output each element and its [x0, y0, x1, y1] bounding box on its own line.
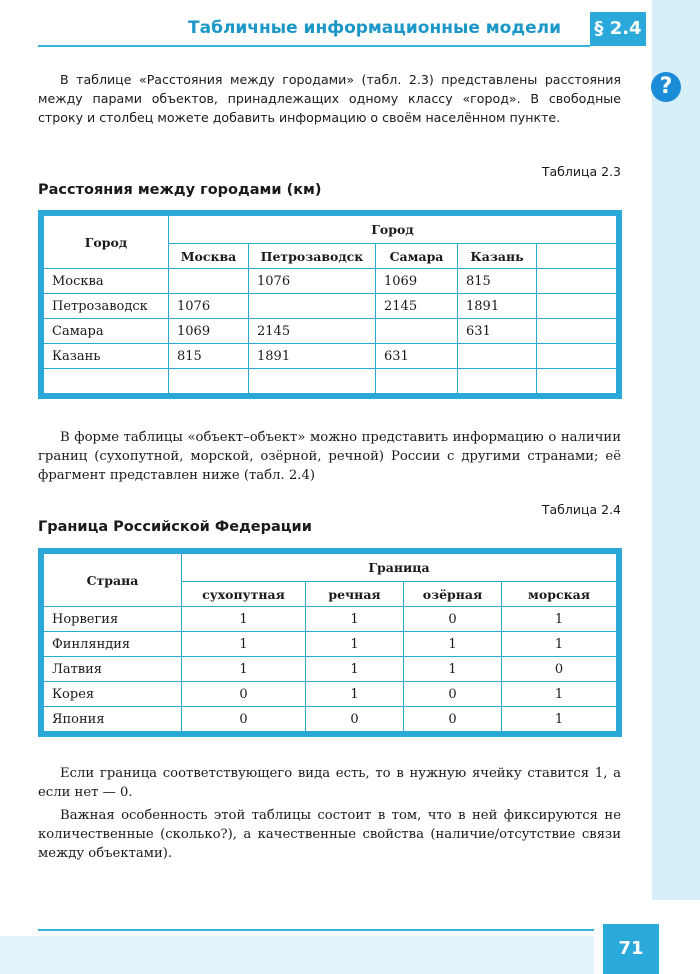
- table-cell: 2145: [376, 294, 458, 319]
- table-cell: [249, 294, 376, 319]
- table2-title: Граница Российской Федерации: [38, 519, 312, 535]
- table-cell: 0: [182, 707, 306, 732]
- table-cell: [169, 269, 249, 294]
- column-header: Петрозаводск: [249, 244, 376, 269]
- table-cell: [537, 294, 617, 319]
- column-header: Казань: [458, 244, 537, 269]
- table-cell: [249, 369, 376, 394]
- column-header: озёрная: [404, 582, 502, 607]
- table-cell: 1: [502, 632, 617, 657]
- table-cell: [376, 319, 458, 344]
- table-cell: [376, 369, 458, 394]
- border-table: [43, 553, 617, 732]
- table-cell: 1069: [169, 319, 249, 344]
- table-cell: 1: [306, 632, 404, 657]
- table-cell: 815: [169, 344, 249, 369]
- table-cell: [537, 344, 617, 369]
- row-label: Латвия: [44, 657, 182, 682]
- table-cell: 0: [306, 707, 404, 732]
- table-row-empty: [44, 369, 617, 394]
- row-label: Норвегия: [44, 607, 182, 632]
- side-margin-stripe: [652, 0, 700, 900]
- table-cell: 1: [306, 657, 404, 682]
- table-cell: 0: [404, 607, 502, 632]
- table-row: [44, 707, 617, 732]
- intro-paragraph: В таблице «Расстояния между городами» (табл. 2.3) представлены расстояния между парами объектов, принадлежащих одному классу «город». В свободные строку и столбец можете добавить информацию о своём населённом пункте.: [38, 72, 621, 125]
- table-cell: 1: [182, 632, 306, 657]
- table-row: [44, 607, 617, 632]
- closing-paragraph-2: Важная особенность этой таблицы состоит в том, что в ней фиксируются не количественные (сколько?), а качественные свойства (наличие/отсутствие связи между объектами).: [38, 808, 621, 861]
- distance-table: [43, 215, 617, 394]
- table-row: [44, 344, 617, 369]
- table-cell: [537, 319, 617, 344]
- table-cell: 1069: [376, 269, 458, 294]
- table-cell: 0: [182, 682, 306, 707]
- footer-stripe: [0, 936, 594, 974]
- table-row: [44, 269, 617, 294]
- row-label: Финляндия: [44, 632, 182, 657]
- table-cell: 631: [376, 344, 458, 369]
- table-cell: 1: [306, 682, 404, 707]
- table-cell: 815: [458, 269, 537, 294]
- table-cell: 1076: [169, 294, 249, 319]
- table-cell: [458, 369, 537, 394]
- column-group-header: Город: [169, 216, 617, 244]
- table-cell: 1: [404, 657, 502, 682]
- table-cell: [537, 269, 617, 294]
- table-cell: 0: [502, 657, 617, 682]
- table-row: [44, 294, 617, 319]
- column-header: речная: [306, 582, 404, 607]
- closing-paragraph-1: Если граница соответствующего вида есть, то в нужную ячейку ставится 1, а если нет — 0.: [38, 766, 621, 800]
- row-label: Самара: [44, 319, 169, 344]
- row-label: Япония: [44, 707, 182, 732]
- chapter-title: Табличные информационные модели: [188, 18, 561, 38]
- row-header: Страна: [44, 554, 182, 607]
- table-cell: 631: [458, 319, 537, 344]
- table1-title: Расстояния между городами (км): [38, 182, 322, 198]
- table-cell: 1891: [458, 294, 537, 319]
- column-header: сухопутная: [182, 582, 306, 607]
- section-badge: § 2.4: [590, 12, 646, 46]
- table-row: [44, 657, 617, 682]
- table-cell: 1: [502, 707, 617, 732]
- table-cell: 2145: [249, 319, 376, 344]
- middle-paragraph: В форме таблицы «объект–объект» можно представить информацию о наличии границ (сухопутной, морской, озёрной, речной) России с другими странами; её фрагмент представлен ниже (табл. 2.4): [38, 430, 621, 483]
- table-cell: [458, 344, 537, 369]
- table-cell: [537, 369, 617, 394]
- footer-rule: [38, 929, 594, 931]
- table-row: [44, 682, 617, 707]
- column-header-empty: [537, 244, 617, 269]
- table-cell: 1: [502, 607, 617, 632]
- column-header: Самара: [376, 244, 458, 269]
- table-row: [44, 632, 617, 657]
- table1-number: Таблица 2.3: [541, 164, 621, 179]
- row-label: Казань: [44, 344, 169, 369]
- question-icon[interactable]: ?: [651, 72, 681, 102]
- row-label: Петрозаводск: [44, 294, 169, 319]
- table2-number: Таблица 2.4: [541, 502, 621, 517]
- row-label: [44, 369, 169, 394]
- header-rule: [38, 45, 590, 47]
- table-cell: 1: [306, 607, 404, 632]
- table2-frame: [38, 548, 622, 737]
- table-cell: 1076: [249, 269, 376, 294]
- row-header: Город: [44, 216, 169, 269]
- row-label: Москва: [44, 269, 169, 294]
- table-cell: 1: [404, 632, 502, 657]
- column-header: Москва: [169, 244, 249, 269]
- table-row: [44, 319, 617, 344]
- table-cell: 1: [182, 607, 306, 632]
- table-cell: 0: [404, 682, 502, 707]
- column-header: морская: [502, 582, 617, 607]
- page-number: 71: [603, 924, 659, 974]
- table-cell: 0: [404, 707, 502, 732]
- table-cell: 1: [502, 682, 617, 707]
- table-cell: 1: [182, 657, 306, 682]
- table-cell: 1891: [249, 344, 376, 369]
- column-group-header: Граница: [182, 554, 617, 582]
- table-cell: [169, 369, 249, 394]
- row-label: Корея: [44, 682, 182, 707]
- table1-frame: [38, 210, 622, 399]
